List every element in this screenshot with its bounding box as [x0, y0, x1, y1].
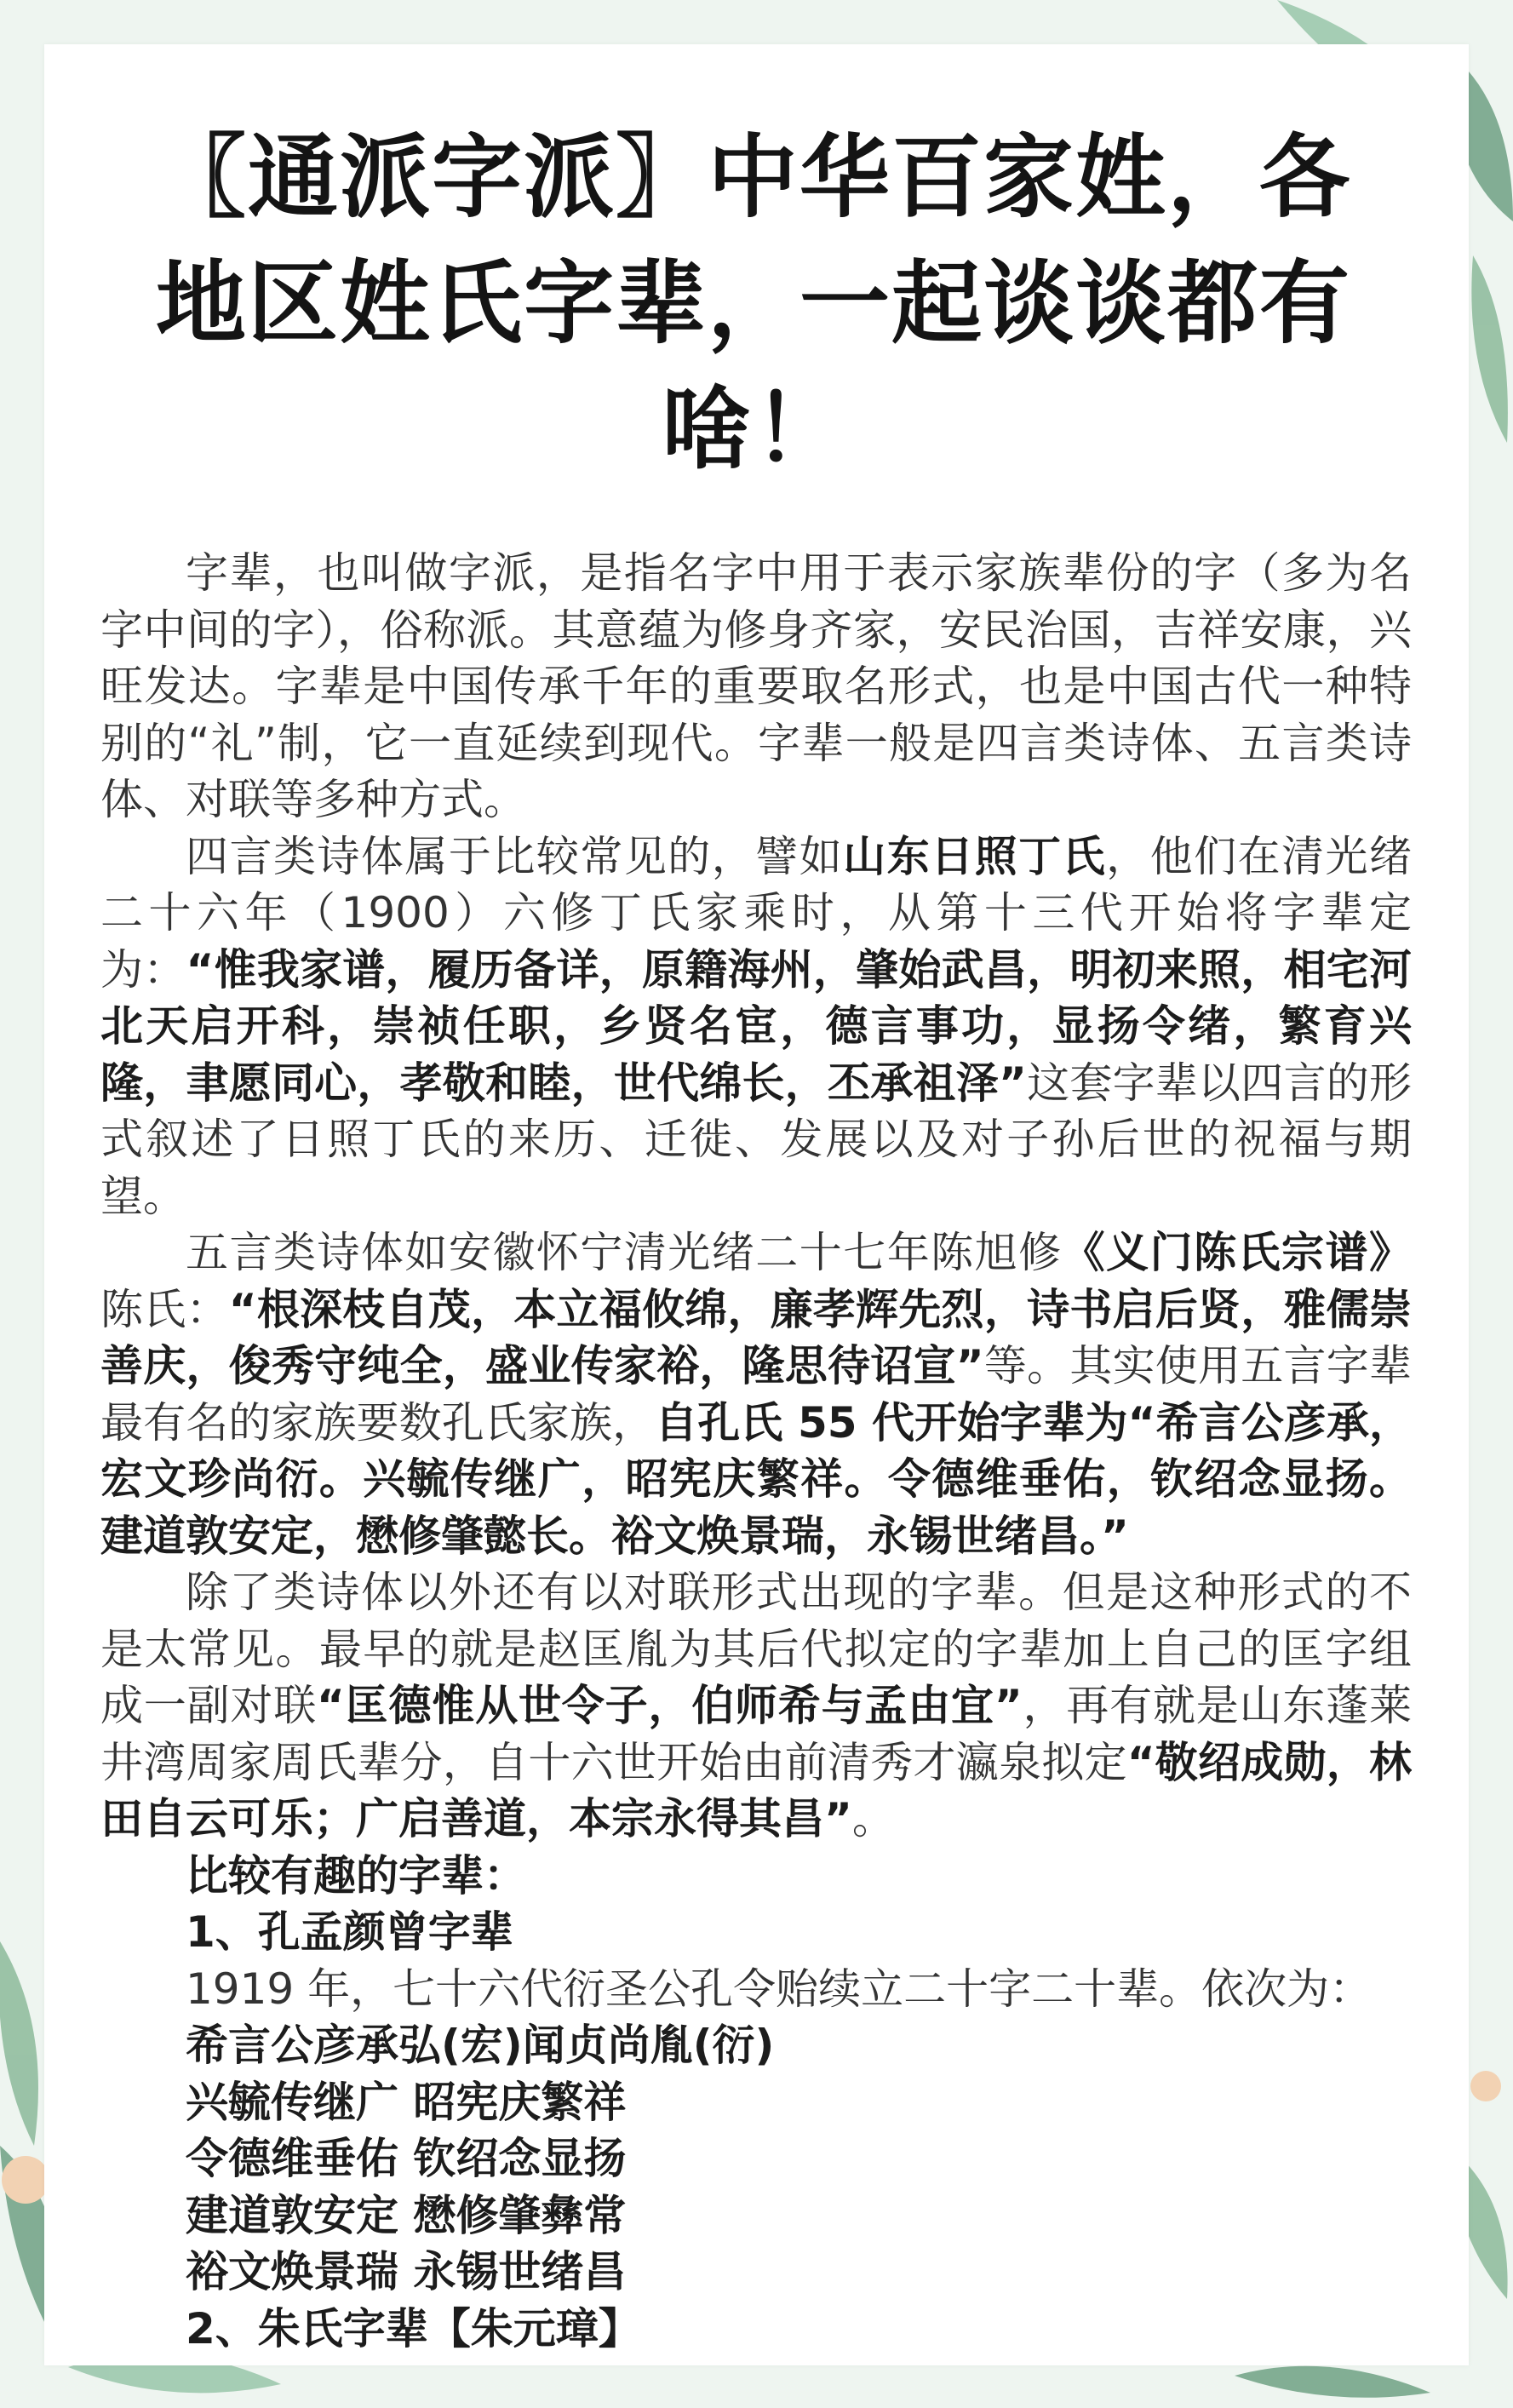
note-line: 1919 年，七十六代衍圣公孔令贻续立二十字二十辈。依次为： — [186, 1964, 1373, 2014]
title-line: 啥！ — [662, 377, 845, 482]
emphasis-text: “根深枝自茂，本立福攸绵，廉孝辉先烈，诗书启后贤，雅儒崇善庆，俊秀守纯全，盛业传家裕，隆思待诏宣” — [100, 1284, 1412, 1390]
emphasis-text: 山东日照丁氏 — [843, 831, 1107, 881]
generation-line: 希言公彦承弘(宏)闻贞尚胤(衍) — [186, 2021, 775, 2070]
article-body — [100, 545, 1412, 2357]
section-heading: 比较有趣的字辈： — [186, 1850, 526, 1901]
text-span: 等。其实使用五言字辈最有名的家族要数孔氏家族， — [100, 1341, 1412, 1448]
text-span: ，再有就是山东蓬莱井湾周家周氏辈分，自十六世开始由前清秀才瀛泉拟定 — [100, 1681, 1412, 1787]
emphasis-text: “敬绍成勋，林田自云可乐；广启善道，本宗永得其昌” — [100, 1737, 1412, 1843]
subsection-heading: 2、朱氏字辈【朱元璋】 — [186, 2303, 641, 2354]
leaf-icon — [0, 1941, 38, 2146]
leaf-icon — [1471, 255, 1508, 443]
text-span: 五言类诗体如安徽怀宁清光绪二十七年陈旭修 — [186, 1228, 1063, 1277]
leaf-icon — [1235, 2366, 1430, 2398]
couplet-paragraph — [100, 1564, 1412, 1848]
emphasis-text: “惟我家谱，履历备详，原籍海州，肇始武昌，明初来照，相宅河北天启开科，崇祯任职，乡贤名宦，德言事功，显扬令绪，繁育兴隆，聿愿同心，孝敬和睦，世代绵长，丕承祖泽” — [100, 944, 1412, 1108]
four-char-paragraph — [100, 828, 1412, 1225]
emphasis-text: 《义门陈氏宗谱》 — [1062, 1228, 1413, 1277]
generation-line: 兴毓传继广 昭宪庆繁祥 — [186, 2077, 627, 2127]
title-line: 〖通派字派〗中华百家姓，各 — [156, 125, 1351, 230]
intro-paragraph: 字辈，也叫做字派，是指名字中用于表示家族辈份的字（多为名字中间的字），俗称派。其意蕴为修身齐家，安民治国，吉祥安康，兴旺发达。字辈是中国传承千年的重要取名形式，也是中国古代一种特别的“礼”制，它一直延续到现代。字辈一般是四言类诗体、五言类诗体、对联等多种方式。 — [100, 548, 1412, 824]
flower-icon — [2, 2156, 49, 2204]
article-title — [136, 115, 1371, 493]
emphasis-text: 自孔氏 55 代开始字辈为“希言公彦承，宏文珍尚衍。兴毓传继广，昭宪庆繁祥。令德维垂佑，钦绍念显扬。建道敦安定，懋修肇懿长。裕文焕景瑞，永锡世绪昌。” — [100, 1397, 1412, 1561]
text-span: ，他们在清光绪二十六年（1900）六修丁氏家乘时，从第十三代开始将字辈定为： — [100, 831, 1413, 995]
generation-line: 建道敦安定 懋修肇彝常 — [186, 2190, 627, 2240]
text-span: 四言类诗体属于比较常见的，譬如 — [186, 831, 844, 881]
text-span: 陈氏： — [100, 1284, 229, 1334]
text-span: 除了类诗体以外还有以对联形式出现的字辈。但是这种形式的不是太常见。最早的就是赵匡胤为其后代拟定的字辈加上自己的匡字组成一副对联 — [100, 1568, 1412, 1730]
emphasis-text: “匡德惟从世令子，伯师希与孟由宜” — [317, 1681, 1023, 1730]
generation-line: 裕文焕景瑞 永锡世绪昌 — [186, 2247, 627, 2296]
five-char-paragraph — [100, 1224, 1412, 1564]
title-line: 地区姓氏字辈，一起谈谈都有 — [156, 251, 1351, 356]
generation-line: 令德维垂佑 钦绍念显扬 — [186, 2134, 627, 2183]
text-span: 这套字辈以四言的形式叙述了日照丁氏的来历、迁徙、发展以及对子孙后世的祝福与期望。 — [100, 1058, 1412, 1221]
flower-icon — [1470, 2071, 1501, 2101]
text-span: 。 — [851, 1794, 895, 1843]
subsection-heading: 1、孔孟颜曾字辈 — [186, 1907, 513, 1957]
